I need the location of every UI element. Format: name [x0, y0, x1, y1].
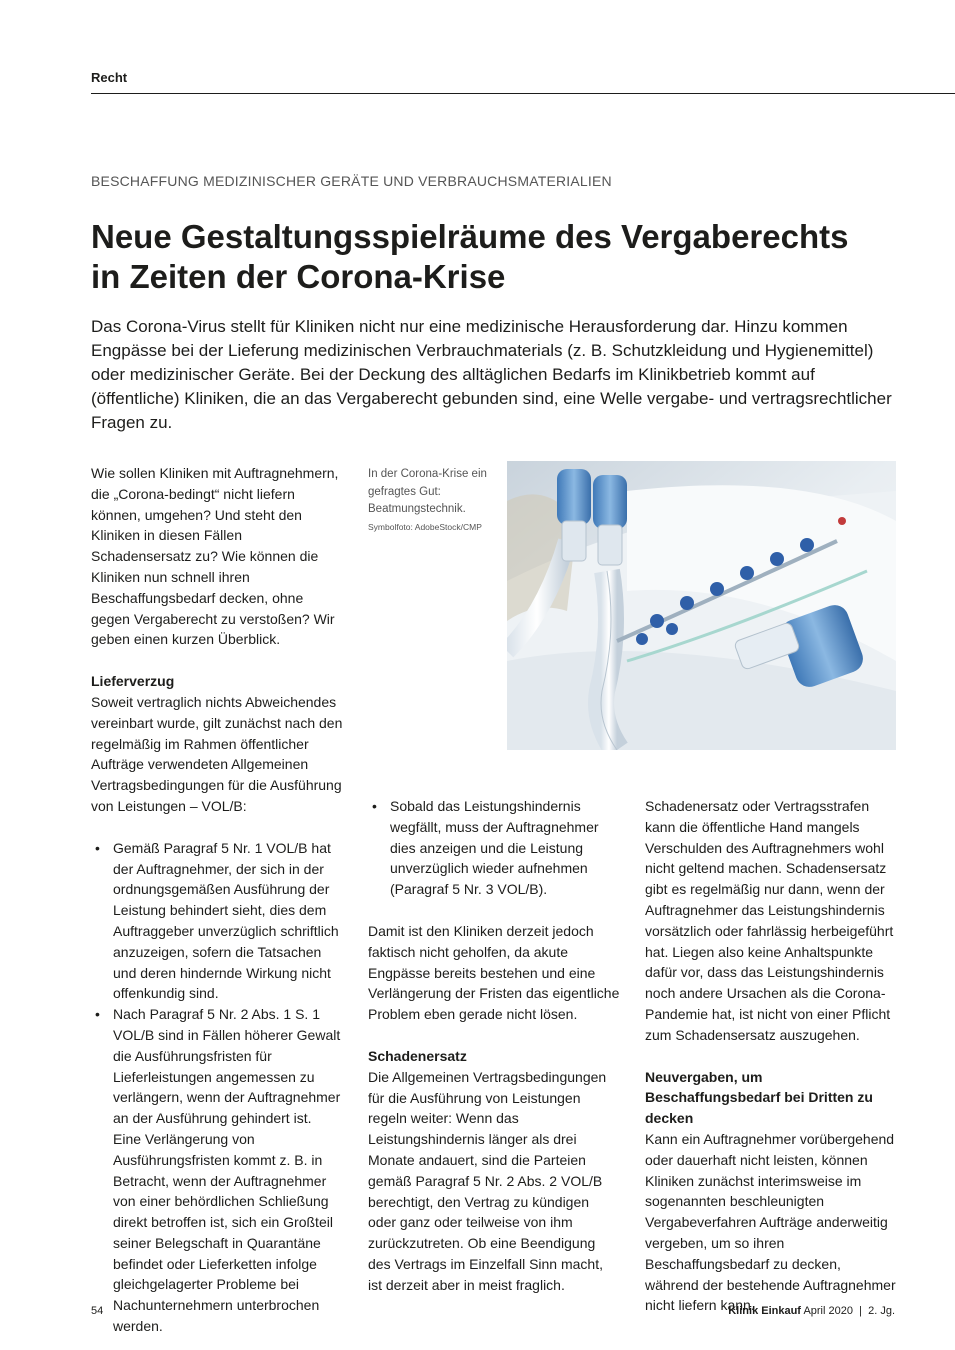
column3-paragraph: Schadenersatz oder Vertragsstrafen kann die öffentliche Hand mangels Verschulden des Auftragnehmers wohl nicht geltend machen. Schadensersatz gibt es regelmäßig nur dann, wenn der Auftragnehmer das Leistungshindernis vorsätzlich oder fahrlässig herbeigeführt hat. Liegen also keine Anhaltspunkte dafür vor, dass das Leistungshindernis noch andere Ursachen als die Corona-Pandemie hat, ist nicht von einer Pflicht zum Schadensersatz auszugehen. — [645, 798, 894, 1043]
article-title-line2: in Zeiten der Corona-Krise — [91, 258, 506, 295]
header-rule — [91, 93, 955, 94]
list-item: • Nach Paragraf 5 Nr. 2 Abs. 1 S. 1 VOL/B sind in Fällen höherer Gewalt die Ausführungsfristen für Lieferleistungen angemessen zu verlängern, wenn der Auftragnehmer an der Ausführung gehindert ist. Eine Verlängerung von Ausführungsfristen kommt z. B. in Betracht, wenn der Auftragnehmer von einer behördlichen Schließung direkt betroffen ist, sich ein Großteil seiner Belegschaft in Quarantäne befindet oder Lieferketten infolge gleichgelagerter Probleme bei Nachunternehmern unterbrochen werden. — [91, 1004, 343, 1337]
column2-paragraph: Damit ist den Kliniken derzeit jedoch faktisch nicht geholfen, da akute Engpässe bereits bestehen und eine Verlängerung der Fristen das eigentliche Problem eben gerade nicht lösen. — [368, 922, 620, 1023]
figure-caption — [368, 466, 493, 536]
article-kicker: BESCHAFFUNG MEDIZINISCHER GERÄTE UND VERBRAUCHSMATERIALIEN — [91, 173, 612, 189]
section-label: Recht — [91, 70, 128, 85]
footer-separator: | — [859, 1305, 862, 1317]
intro-paragraph: Wie sollen Kliniken mit Auftragnehmern, die „Corona-bedingt“ nicht liefern können, umgehen? Und steht den Kliniken in diesen Fällen Schadensersatz zu? Wie können die Kliniken nun schnell ihren Beschaffungsbedarf decken, ohne gegen Vergaberecht zu verstoßen? Wir geben einen kurzen Überblick. — [91, 465, 339, 648]
ventilator-photo — [507, 461, 896, 750]
ventilator-illustration — [507, 461, 896, 750]
caption-text: In der Corona-Krise ein gefragtes Gut: Beatmungstechnik. — [368, 468, 487, 515]
list-item: • Sobald das Leistungshindernis wegfällt, muss der Auftragnehmer dies anzeigen und die Leistung unverzüglich wieder aufnehmen (Paragraf 5 Nr. 3 VOL/B). — [368, 796, 620, 900]
list-item: • Gemäß Paragraf 5 Nr. 1 VOL/B hat der Auftragnehmer, der sich in der ordnungsgemäßen Ausführung der Leistung behindert sieht, dies dem Auftraggeber unverzüglich schriftlich anzuzeigen, sofern die Tatsachen und deren hindernde Wirkung nicht offenkundig sind. — [91, 838, 343, 1004]
neuvergaben-body: Kann ein Auftragnehmer vorübergehend oder dauerhaft nicht leisten, können Kliniken zunächst interimsweise im sogenannten beschleunigten Vergabeverfahren Aufträge anderweitig vergeben, um so ihren Beschaffungsbedarf zu decken, während der bestehende Auftragnehmer nicht liefern kann. — [645, 1130, 896, 1314]
lieferverzug-body: Soweit vertraglich nichts Abweichendes vereinbart wurde, gilt zunächst nach den regelmäßig im Rahmen öffentlicher Aufträge verwendeten Allgemeinen Vertragsbedingungen für die Ausführung von Leistungen – VOL/B: — [91, 693, 343, 814]
footer-publication — [728, 1305, 895, 1317]
article-lead: Das Corona-Virus stellt für Kliniken nicht nur eine medizinische Herausforderung dar. Hinzu kommen Engpässe bei der Lieferung medizinischen Verbrauchmaterials (z. B. Schutzkleidung und Hygienemittel) oder medizinischer Geräte. Bei der Deckung des alltäglichen Bedarfs im Klinikbetrieb kommt auf (öffentliche) Kliniken, die an das Vergaberecht gebunden sind, eine Welle vergabe- und vertragsrechtlicher Fragen zu. — [91, 317, 892, 432]
photo-credit: Symbolfoto: AdobeStock/CMP — [368, 521, 482, 532]
heading-schadenersatz: Schadenersatz — [368, 1047, 467, 1064]
volume-year: 2. Jg. — [868, 1305, 895, 1317]
heading-neuvergaben: Neuvergaben, um Beschaffungsbedarf bei Dritten zu decken — [645, 1068, 873, 1127]
article-title — [91, 217, 911, 297]
magazine-name: Klinik Einkauf — [728, 1305, 801, 1317]
article-title-line1: Neue Gestaltungsspielräume des Vergaberechts — [91, 218, 849, 255]
issue-date: April 2020 — [803, 1305, 853, 1317]
lieferverzug-list — [91, 838, 343, 1337]
column2-list — [368, 796, 620, 900]
heading-lieferverzug: Lieferverzug — [91, 673, 175, 690]
column-2 — [368, 796, 620, 1296]
column-1 — [91, 463, 343, 1337]
column-3 — [645, 796, 897, 1316]
schadenersatz-body: Die Allgemeinen Vertragsbedingungen für die Ausführung von Leistungen regeln weiter: Wenn das Leistungshindernis länger als drei Monate andauert, sind die Parteien gemäß Paragraf 5 Nr. 2 Abs. 2 VOL/B berechtigt, den Vertrag zu kündigen oder ganz oder teilweise von ihm zurückzutreten. Ob eine Beendigung des Vertrags im Einzelfall Sinn macht, ist derzeit aber in meist fraglich. — [368, 1068, 607, 1293]
page-number: 54 — [91, 1305, 104, 1317]
